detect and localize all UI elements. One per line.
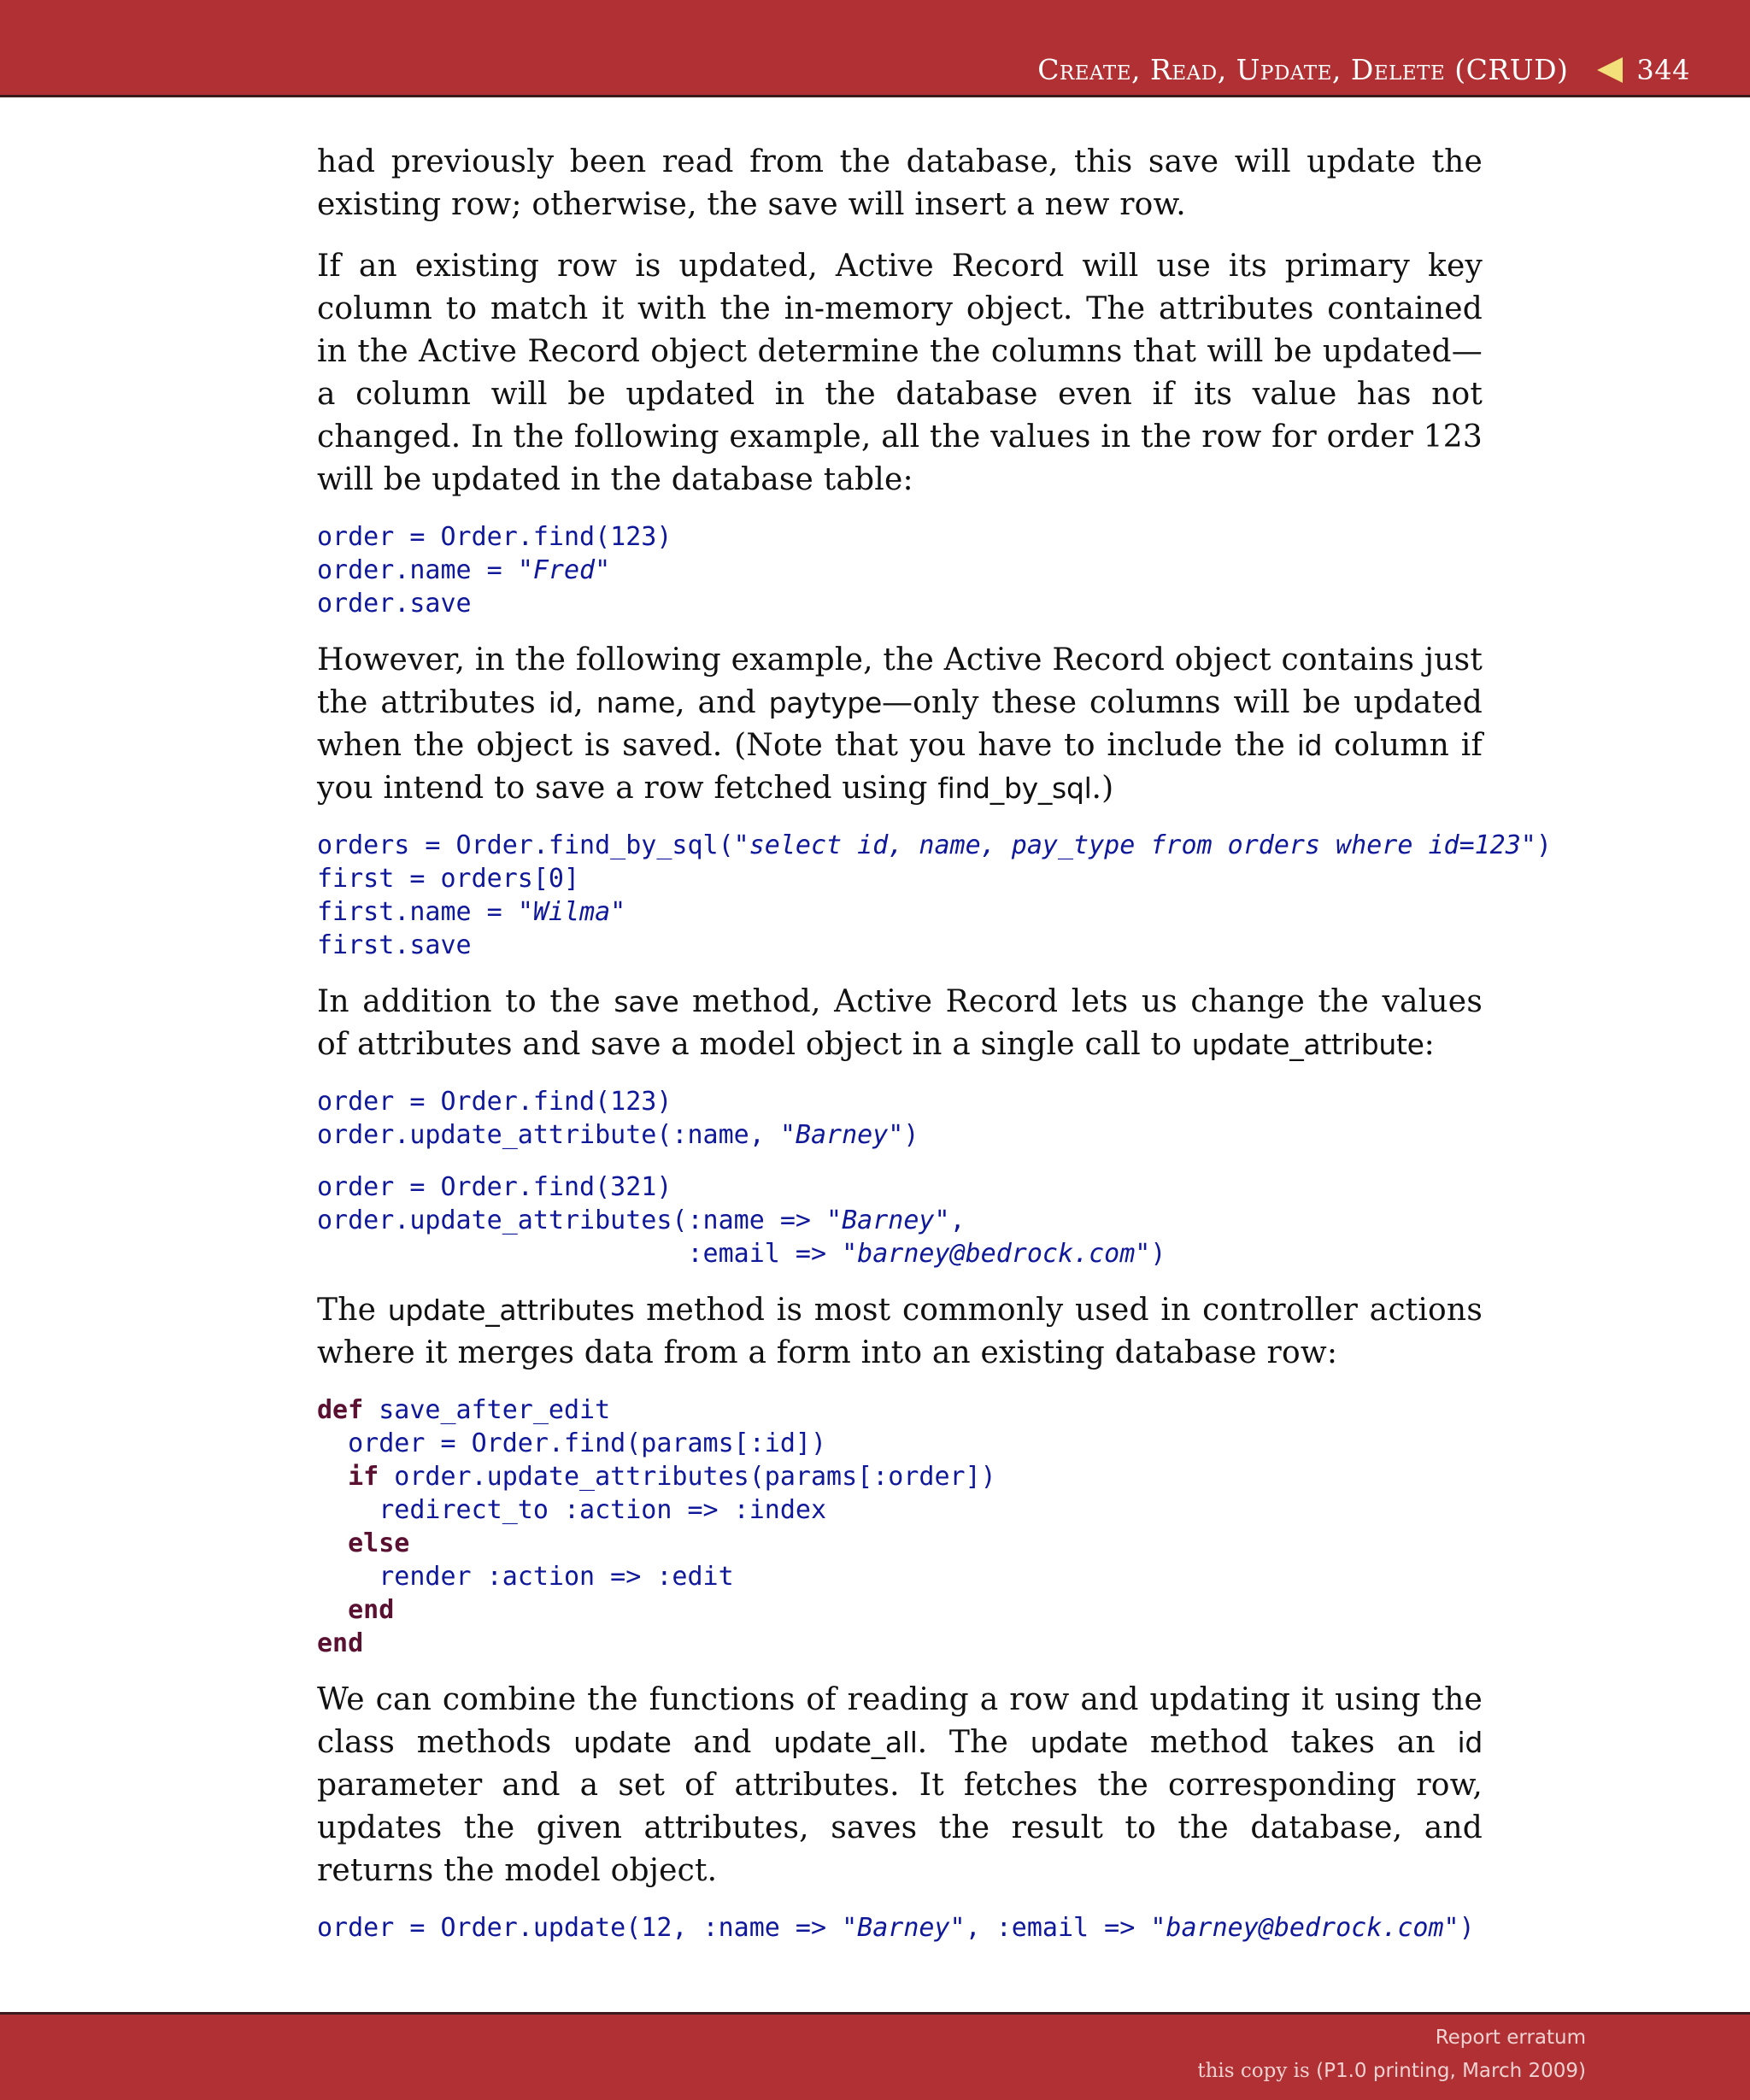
code-line: ) [1536,830,1552,860]
paragraph-text: method is most commonly used in controller actions where it merges data from a form into an existing database row: [317,1293,1483,1370]
paragraph-text: .) [1091,771,1114,806]
code-line: order.name = [317,555,518,585]
inline-code: update_attributes [387,1293,635,1327]
previous-page-arrow-icon[interactable] [1597,57,1623,83]
paragraph-text: In addition to the [317,984,614,1019]
code-block [317,1393,1483,1660]
code-line: order = Order.update(12, :name => [317,1913,843,1943]
page-content [317,141,1552,1963]
paragraph-text: : [1424,1027,1435,1062]
code-keyword: else [348,1528,410,1558]
code-line: first.save [317,930,472,960]
code-line: ) [1150,1239,1166,1269]
paragraph-text: However, in the following example, the Active Record object contains just the attributes [317,642,1483,720]
paragraph-text: and [671,1725,774,1760]
inline-code: update [1030,1726,1129,1759]
code-keyword: if [348,1462,379,1492]
code-block [317,1911,1483,1945]
paragraph-text: parameter and a set of attributes. It fetches the corresponding row, updates the given attributes, saves the result to the database, and returns the model object. [317,1768,1483,1888]
paragraph: had previously been read from the database, this save will update the existing row; otherwise, the save will insert a new row. [317,144,1483,222]
code-string: "barney@bedrock.com" [842,1239,1151,1269]
inline-code: id [1296,729,1323,762]
code-line: order.update_attributes(params[:order]) [379,1462,996,1492]
paragraph-text: , and [675,685,769,720]
paragraph-text: We can combine the functions of reading a row and updating it using the class methods [317,1682,1483,1760]
paragraph: If an existing row is updated, Active Record will use its primary key column to match it with the in-memory object. The attributes contained in the Active Record object determine the columns that will be updated—a column will be updated in the database even if its value has not changed. In the following example, all the values in the row for order 123 will be updated in the database table: [317,249,1483,497]
page-number: 344 [1636,53,1690,86]
printing-info [1197,2060,1586,2082]
printing-edition: (P1.0 printing, March 2009) [1316,2060,1586,2082]
printing-prefix: this copy is [1197,2060,1317,2082]
code-block [317,1085,1483,1152]
code-line: :email => [317,1239,843,1269]
code-block [317,829,1552,962]
code-line: order = Order.find(123) [317,522,672,552]
code-line: first = orders[0] [317,864,580,894]
inline-code: paytype [768,686,882,719]
code-line: save_after_edit [363,1395,611,1425]
inline-code: id [1457,1726,1483,1759]
paragraph-text: . The [917,1725,1031,1760]
chapter-section-title: Create, Read, Update, Delete (CRUD) [1037,53,1569,86]
code-line: order = Order.find(123) [317,1087,672,1117]
paragraph-text: method takes an [1128,1725,1458,1760]
inline-code: id [548,686,574,719]
code-string: "Barney" [826,1205,950,1235]
code-string: "select id, name, pay_type from orders where id=123" [733,830,1536,860]
code-string: "Barney" [779,1120,904,1150]
paragraph-text: column if you intend to save a row fetched using [317,728,1483,806]
inline-code: update_all [773,1726,918,1759]
inline-code: update_attribute [1191,1028,1424,1061]
code-line: , :email => [965,1913,1151,1943]
paragraph-text: method, Active Record lets us change the values of attributes and save a model object in a single call to [317,984,1483,1062]
code-line: order.update_attributes(:name => [317,1205,827,1235]
page-footer [0,2012,1750,2100]
code-line: order.update_attribute(:name, [317,1120,780,1150]
code-line: render :action => :edit [317,1562,734,1592]
inline-code: update [573,1726,672,1759]
code-keyword: def [317,1395,364,1425]
code-line: ) [903,1120,919,1150]
code-block [317,520,1483,620]
code-string: "barney@bedrock.com" [1150,1913,1459,1943]
code-block [317,1170,1483,1270]
code-line: first.name = [317,897,518,927]
code-line: orders = Order.find_by_sql( [317,830,734,860]
inline-code: name [596,686,676,719]
code-line: order = Order.find(params[:id]) [317,1428,827,1458]
code-string: "Fred" [517,555,611,585]
paragraph-text: The [317,1293,388,1328]
report-erratum-link[interactable]: Report erratum [1435,2027,1586,2049]
code-line: order.save [317,589,472,619]
paragraph-text: , [573,685,596,720]
paragraph-text: —only these columns will be updated when the object is saved. (Note that you have to include the [317,685,1483,763]
code-keyword: end [317,1628,364,1658]
paragraph [317,1679,1483,1892]
header-nav [1037,53,1690,86]
code-line: redirect_to :action => :index [317,1495,827,1525]
code-line: , [949,1205,966,1235]
code-line: order = Order.find(321) [317,1172,672,1202]
code-string: "Barney" [842,1913,966,1943]
paragraph [317,639,1483,810]
code-string: "Wilma" [517,897,626,927]
paragraph [317,1289,1483,1375]
paragraph [317,981,1483,1066]
inline-code: find_by_sql [937,771,1092,805]
page-header [0,0,1750,97]
inline-code: save [614,985,679,1018]
code-line: ) [1459,1913,1475,1943]
code-keyword: end [348,1595,395,1625]
